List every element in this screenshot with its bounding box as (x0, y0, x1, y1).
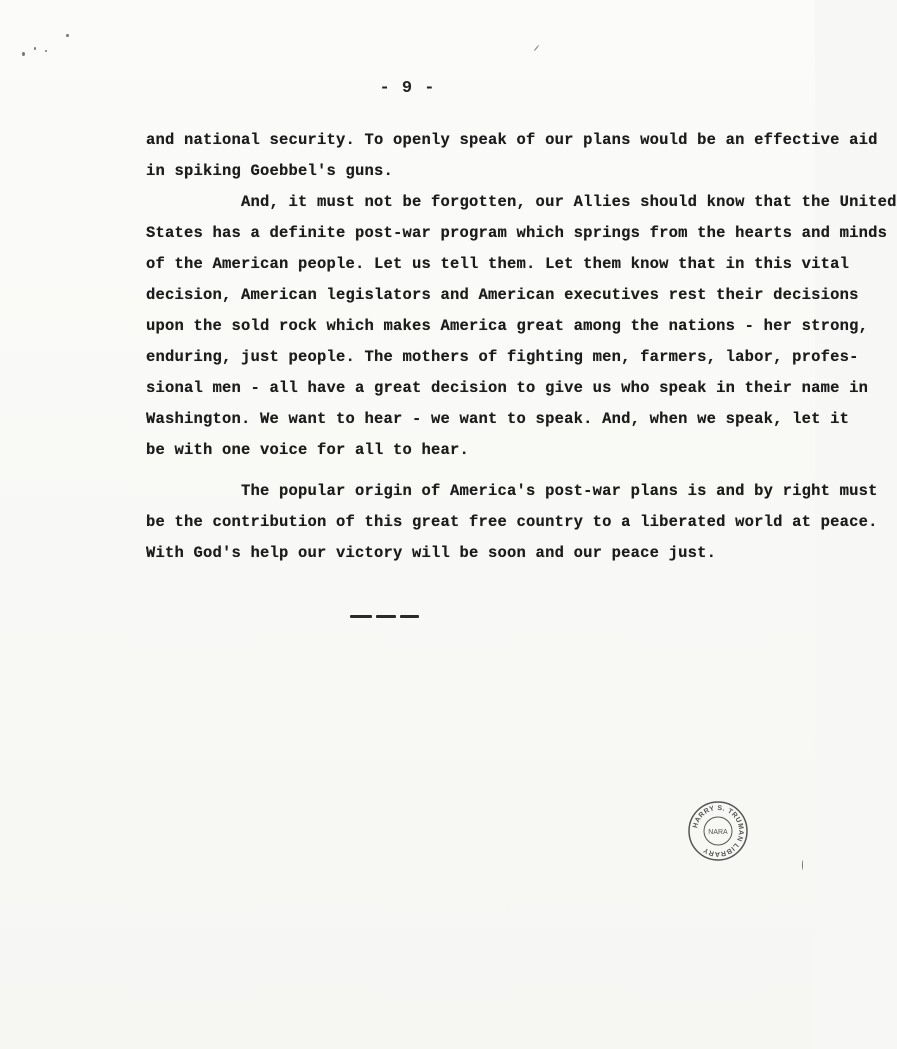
body-line: Washington. We want to hear - we want to speak. And, when we speak, let it (146, 410, 850, 428)
body-line: decision, American legislators and American executives rest their decisions (146, 286, 859, 304)
scan-speck (45, 50, 47, 52)
page-number: - 9 - (379, 79, 436, 98)
body-line: The popular origin of America's post-war plans is and by right must (146, 482, 878, 500)
scan-speck (34, 47, 36, 50)
body-line: With God's help our victory will be soon and our peace just. (146, 544, 717, 562)
body-line: sional men - all have a great decision to give us who speak in their name in (146, 379, 869, 397)
end-mark-dash (400, 615, 419, 618)
body-line: be with one voice for all to hear. (146, 441, 470, 459)
body-line: enduring, just people. The mothers of fighting men, farmers, labor, profes- (146, 348, 859, 366)
body-line: And, it must not be forgotten, our Allies should know that the United (146, 193, 897, 211)
body-line: States has a definite post-war program which springs from the hearts and minds (146, 224, 888, 242)
library-seal-icon (687, 800, 749, 862)
body-line: upon the sold rock which makes America great among the nations - her strong, (146, 317, 869, 335)
end-mark-dash (350, 615, 372, 618)
seal-outer-text: HARRY S. TRUMAN LIBRARY (692, 804, 745, 858)
scan-speck (802, 860, 803, 870)
scan-speck (534, 45, 540, 52)
body-line: in spiking Goebbel's guns. (146, 162, 394, 180)
scan-speck (22, 52, 25, 56)
end-of-text-mark (350, 609, 420, 623)
body-line: be the contribution of this great free country to a liberated world at peace. (146, 513, 878, 531)
end-mark-dash (376, 615, 396, 618)
seal-inner-text: NARA (708, 829, 728, 836)
scan-speck (66, 34, 69, 37)
body-line: of the American people. Let us tell them. Let them know that in this vital (146, 255, 850, 273)
body-line: and national security. To openly speak of our plans would be an effective aid (146, 131, 878, 149)
